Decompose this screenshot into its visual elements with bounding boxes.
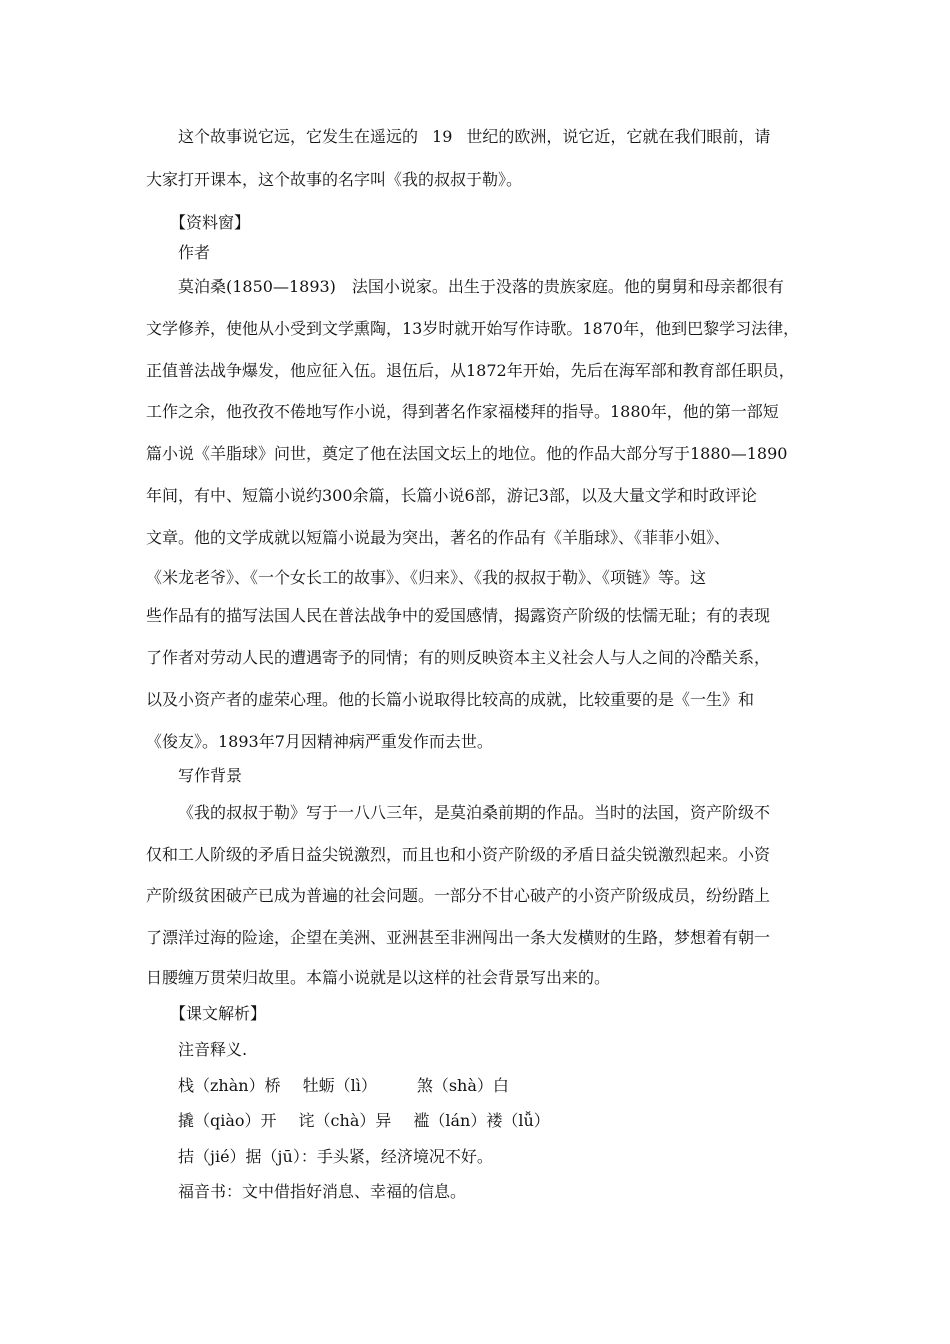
pronunciation-row: 拮（jié）据（jū）：手头紧，经济境况不好。 xyxy=(178,1147,493,1166)
background-line: 产阶级贫困破产已成为普遍的社会问题。一部分不甘心破产的小资产阶级成员，纷纷踏上 xyxy=(146,886,771,905)
pronunciation-row xyxy=(178,1110,550,1132)
author-line: 些作品有的描写法国人民在普法战争中的爱国感情，揭露资产阶级的怯懦无耻；有的表现 xyxy=(146,606,771,625)
background-heading: 写作背景 xyxy=(178,766,243,785)
intro-line-1 xyxy=(178,126,770,148)
author-line: 《米龙老爷》、《一个女长工的故事》、《归来》、《我的叔叔于勒》、《项链》等。这 xyxy=(146,568,707,587)
intro-text-a: 这个故事说它远，它发生在遥远的 xyxy=(178,127,419,146)
pronunciation-item: 褴（lán）褛（lǚ） xyxy=(413,1111,550,1130)
author-line: 文章。他的文学成就以短篇小说最为突出，著名的作品有《羊脂球》、《菲菲小姐》、 xyxy=(146,528,731,547)
background-line: 仅和工人阶级的矛盾日益尖锐激烈，而且也和小资产阶级的矛盾日益尖锐激烈起来。小资 xyxy=(146,845,771,864)
background-line: 了漂洋过海的险途，企望在美洲、亚洲甚至非洲闯出一条大发横财的生路，梦想着有朝一 xyxy=(146,928,771,947)
author-line: 年间，有中、短篇小说约300余篇，长篇小说6部，游记3部，以及大量文学和时政评论 xyxy=(146,486,757,505)
background-line: 《我的叔叔于勒》写于一八八三年，是莫泊桑前期的作品。当时的法国，资产阶级不 xyxy=(178,803,771,822)
pronunciation-heading: 注音释义. xyxy=(178,1040,248,1059)
author-line: 工作之余，他孜孜不倦地写作小说，得到著名作家福楼拜的指导。1880年，他的第一部短 xyxy=(146,402,779,421)
pronunciation-item: 煞（shà）白 xyxy=(416,1076,509,1095)
author-line: 篇小说《羊脂球》问世，奠定了他在法国文坛上的地位。他的作品大部分写于1880—1890 xyxy=(146,444,788,463)
pronunciation-row: 福音书：文中借指好消息、幸福的信息。 xyxy=(178,1182,467,1201)
pronunciation-row xyxy=(178,1075,509,1097)
author-line: 莫泊桑(1850—1893) 法国小说家。出生于没落的贵族家庭。他的舅舅和母亲都很有 xyxy=(178,277,784,296)
author-line: 以及小资产者的虚荣心理。他的长篇小说取得比较高的成就，比较重要的是《一生》和 xyxy=(146,690,755,709)
intro-century-number: 19 xyxy=(432,127,453,146)
pronunciation-item: 栈（zhàn）桥 xyxy=(178,1076,281,1095)
author-line: 文学修养，使他从小受到文学熏陶，13岁时就开始写作诗歌。1870年，他到巴黎学习法律， xyxy=(146,319,800,338)
pronunciation-item: 牡蛎（lì） xyxy=(302,1076,377,1095)
pronunciation-item: 撬（qiào）开 xyxy=(178,1111,277,1130)
author-line: 正值普法战争爆发，他应征入伍。退伍后，从1872年开始，先后在海军部和教育部任职员， xyxy=(146,361,795,380)
pronunciation-item: 诧（chà）异 xyxy=(298,1111,392,1130)
analysis-heading: 【课文解析】 xyxy=(170,1004,267,1023)
info-window-heading: 【资料窗】 xyxy=(170,213,251,232)
author-heading: 作者 xyxy=(178,243,211,262)
author-line: 《俊友》。1893年7月因精神病严重发作而去世。 xyxy=(146,732,493,751)
author-line: 了作者对劳动人民的遭遇寄予的同情；有的则反映资本主义社会人与人之间的冷酷关系， xyxy=(146,648,771,667)
intro-line-2: 大家打开课本，这个故事的名字叫《我的叔叔于勒》。 xyxy=(146,170,523,189)
intro-text-c: 世纪的欧洲，说它近，它就在我们眼前，请 xyxy=(466,127,771,146)
background-line: 日腰缠万贯荣归故里。本篇小说就是以这样的社会背景写出来的。 xyxy=(146,968,611,987)
